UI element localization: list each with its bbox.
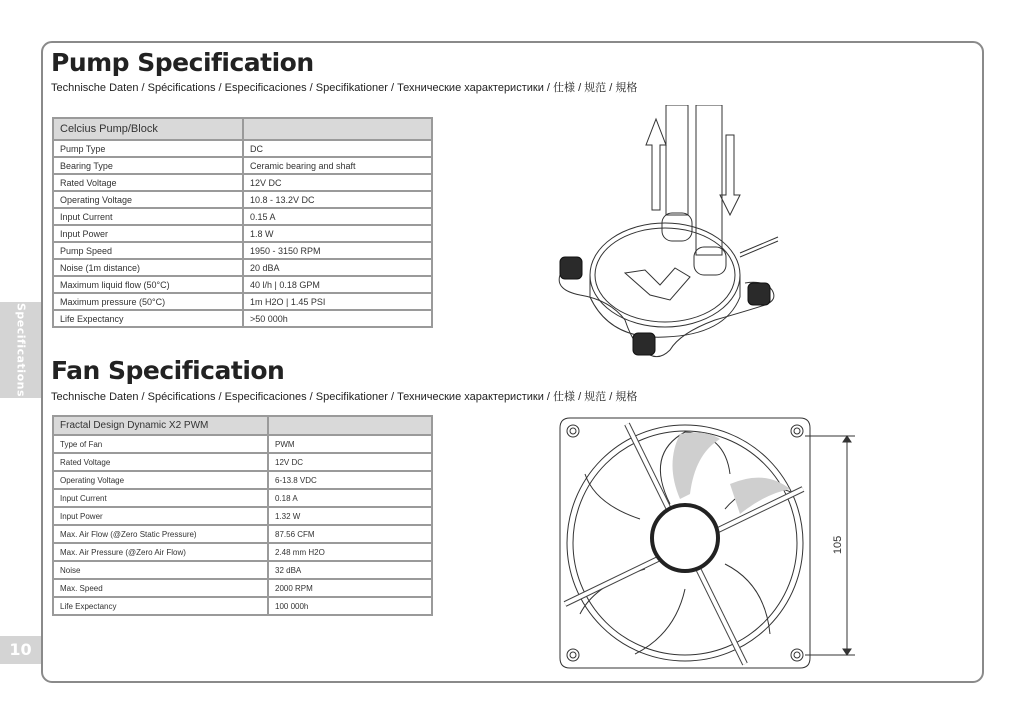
fan-title: Fan Specification bbox=[51, 356, 285, 385]
spec-value: 0.15 A bbox=[243, 208, 432, 225]
mounting-bracket bbox=[559, 275, 774, 357]
logo-icon bbox=[625, 268, 690, 300]
spec-label: Operating Voltage bbox=[53, 471, 268, 489]
table-row bbox=[53, 157, 432, 174]
spec-value: 1950 - 3150 RPM bbox=[243, 242, 432, 259]
table-row bbox=[53, 225, 432, 242]
pump-subtitle: Technische Daten / Spécifications / Especificaciones / Specifikationer / Технические характеристики / 仕様 / 规范 / 規格 bbox=[51, 82, 638, 94]
table-row bbox=[53, 191, 432, 208]
flow-down-arrow-icon bbox=[720, 135, 740, 215]
table-row bbox=[53, 174, 432, 191]
pump-block-illustration bbox=[550, 105, 790, 370]
tube-1 bbox=[666, 105, 688, 215]
spec-value: Ceramic bearing and shaft bbox=[243, 157, 432, 174]
thumb-screw-icon bbox=[748, 283, 770, 305]
table-header-row bbox=[53, 416, 432, 435]
table-row bbox=[53, 242, 432, 259]
spec-value: 1.32 W bbox=[268, 507, 432, 525]
fan-hub bbox=[652, 505, 718, 571]
spec-value: 6-13.8 VDC bbox=[268, 471, 432, 489]
spec-label: Pump Type bbox=[53, 140, 243, 157]
table-row bbox=[53, 561, 432, 579]
spec-label: Life Expectancy bbox=[53, 597, 268, 615]
table-row bbox=[53, 471, 432, 489]
spec-value: 40 l/h | 0.18 GPM bbox=[243, 276, 432, 293]
spec-label: Input Power bbox=[53, 507, 268, 525]
table-row bbox=[53, 579, 432, 597]
spec-label: Max. Air Flow (@Zero Static Pressure) bbox=[53, 525, 268, 543]
table-row bbox=[53, 597, 432, 615]
table-row bbox=[53, 525, 432, 543]
spec-label: Maximum pressure (50°C) bbox=[53, 293, 243, 310]
spec-label: Bearing Type bbox=[53, 157, 243, 174]
thumb-screw-icon bbox=[633, 333, 655, 355]
spec-label: Input Current bbox=[53, 489, 268, 507]
thumb-screw-icon bbox=[560, 257, 582, 279]
table-row bbox=[53, 259, 432, 276]
spec-label: Noise (1m distance) bbox=[53, 259, 243, 276]
spec-value: 2.48 mm H2O bbox=[268, 543, 432, 561]
spec-value: PWM bbox=[268, 435, 432, 453]
spec-label: Max. Speed bbox=[53, 579, 268, 597]
table-row bbox=[53, 293, 432, 310]
fan-spec-table bbox=[52, 415, 433, 616]
mount-hole-icon bbox=[791, 649, 803, 661]
table-row bbox=[53, 489, 432, 507]
spec-label: Rated Voltage bbox=[53, 174, 243, 191]
table-row bbox=[53, 310, 432, 327]
spec-value: 100 000h bbox=[268, 597, 432, 615]
table-header-row bbox=[53, 118, 432, 140]
spec-label: Life Expectancy bbox=[53, 310, 243, 327]
spec-label: Pump Speed bbox=[53, 242, 243, 259]
spec-value: DC bbox=[243, 140, 432, 157]
spec-label: Input Power bbox=[53, 225, 243, 242]
dimension-label: 105 bbox=[832, 535, 844, 555]
table-row bbox=[53, 276, 432, 293]
section-tab-specifications[interactable] bbox=[0, 302, 41, 398]
spec-value: 1.8 W bbox=[243, 225, 432, 242]
spec-value: 20 dBA bbox=[243, 259, 432, 276]
spec-value: 32 dBA bbox=[268, 561, 432, 579]
spec-value: 12V DC bbox=[243, 174, 432, 191]
pump-spec-table bbox=[52, 117, 433, 328]
spec-label: Rated Voltage bbox=[53, 453, 268, 471]
page-number: 10 bbox=[0, 636, 41, 664]
table-row bbox=[53, 507, 432, 525]
fan-subtitle: Technische Daten / Spécifications / Especificaciones / Specifikationer / Технические характеристики / 仕様 / 规范 / 規格 bbox=[51, 391, 638, 403]
table-row bbox=[53, 208, 432, 225]
fan-illustration bbox=[555, 414, 860, 674]
table-header-cell-empty bbox=[268, 416, 432, 435]
spec-label: Max. Air Pressure (@Zero Air Flow) bbox=[53, 543, 268, 561]
mount-hole-icon bbox=[567, 649, 579, 661]
spec-value: 2000 RPM bbox=[268, 579, 432, 597]
table-header-cell: Fractal Design Dynamic X2 PWM bbox=[53, 416, 268, 435]
flow-up-arrow-icon bbox=[646, 119, 666, 210]
spec-value: 0.18 A bbox=[268, 489, 432, 507]
spec-value: 87.56 CFM bbox=[268, 525, 432, 543]
table-row bbox=[53, 140, 432, 157]
spec-label: Noise bbox=[53, 561, 268, 579]
table-row bbox=[53, 435, 432, 453]
table-header-cell-empty bbox=[243, 118, 432, 140]
spec-label: Maximum liquid flow (50°C) bbox=[53, 276, 243, 293]
spec-label: Input Current bbox=[53, 208, 243, 225]
spec-label: Type of Fan bbox=[53, 435, 268, 453]
spec-value: 1m H2O | 1.45 PSI bbox=[243, 293, 432, 310]
pump-title: Pump Specification bbox=[51, 48, 314, 77]
table-row bbox=[53, 453, 432, 471]
mount-hole-icon bbox=[567, 425, 579, 437]
table-header-cell: Celcius Pump/Block bbox=[53, 118, 243, 140]
dimension-arrow-icon bbox=[843, 436, 851, 442]
mount-hole-icon bbox=[791, 425, 803, 437]
spec-value: 12V DC bbox=[268, 453, 432, 471]
spec-value: 10.8 - 13.2V DC bbox=[243, 191, 432, 208]
spec-value: >50 000h bbox=[243, 310, 432, 327]
section-tab-label: Specifications bbox=[14, 302, 27, 398]
spec-label: Operating Voltage bbox=[53, 191, 243, 208]
table-row bbox=[53, 543, 432, 561]
dimension-arrow-icon bbox=[843, 649, 851, 655]
